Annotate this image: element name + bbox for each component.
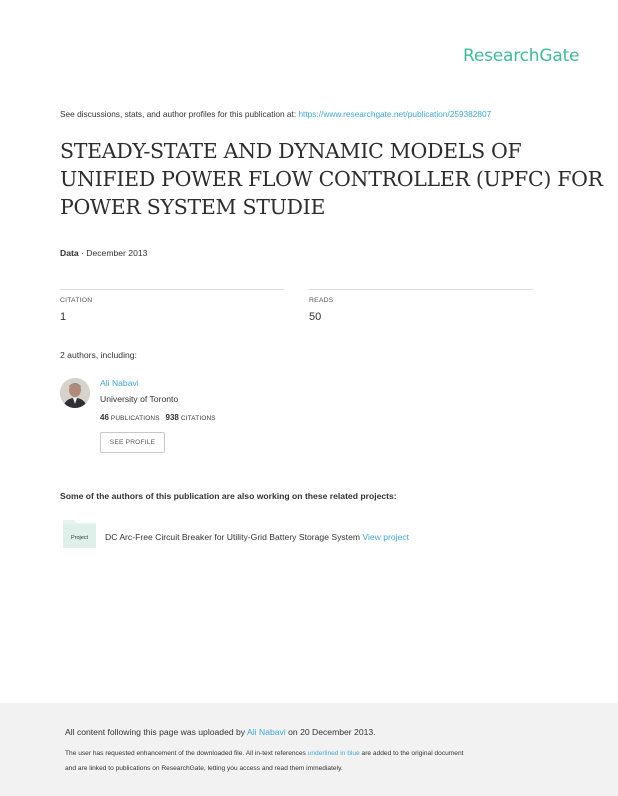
authors-count: 2 authors xyxy=(60,350,96,360)
author-name-link[interactable]: Ali Nabavi xyxy=(100,378,139,388)
citation-label: CITATION xyxy=(60,297,93,304)
upload-info xyxy=(65,727,376,737)
upload-suffix: on 20 December 2013. xyxy=(285,727,376,737)
title-line-2: UNIFIED POWER FLOW CONTROLLER (UPFC) FOR xyxy=(60,167,603,191)
project-title: DC Arc-Free Circuit Breaker for Utility-Grid Battery Storage System xyxy=(105,532,363,542)
citation-divider xyxy=(60,289,284,290)
footer-note-1-suffix: are added to the original document xyxy=(359,750,464,757)
publication-type: Data xyxy=(60,248,79,258)
author-avatar[interactable] xyxy=(60,378,90,408)
author-publications-label: PUBLICATIONS xyxy=(110,415,160,422)
footer-note-2: and are linked to publications on ResearchGate, letting you access and read them immediately. xyxy=(65,765,343,772)
see-discussions-text: See discussions, stats, and author profiles for this publication at: xyxy=(60,109,299,119)
reads-count: 50 xyxy=(309,311,322,323)
footer xyxy=(0,703,618,796)
reads-divider xyxy=(309,289,533,290)
related-projects-text: Some of the authors of this publication are also working on these related projects: xyxy=(60,491,397,501)
folder-icon xyxy=(63,520,96,548)
publication-date: · December 2013 xyxy=(78,248,148,258)
see-discussions-line xyxy=(60,109,491,119)
author-citations-label: CITATIONS xyxy=(180,415,216,422)
citation-count: 1 xyxy=(60,311,67,323)
avatar-photo-icon xyxy=(60,378,90,408)
researchgate-logo[interactable]: ResearchGate xyxy=(463,46,580,66)
footer-note-1-link: underlined in blue xyxy=(307,750,360,757)
uploader-link[interactable]: Ali Nabavi xyxy=(247,727,286,737)
author-publications-count: 46 xyxy=(100,413,109,422)
project-icon-label: Project xyxy=(70,535,89,541)
authors-heading xyxy=(60,350,137,360)
author-stats xyxy=(100,413,216,422)
publication-url-link[interactable]: https://www.researchgate.net/publication/259382807 xyxy=(298,109,492,119)
footer-note-1-prefix: The user has requested enhancement of the downloaded file. All in-text references xyxy=(65,750,308,757)
related-projects-heading xyxy=(60,491,397,501)
authors-including: , including: xyxy=(95,350,137,360)
author-citations-count: 938 xyxy=(165,413,179,422)
title-line-1: STEADY-STATE AND DYNAMIC MODELS OF xyxy=(60,139,522,163)
footer-note-1 xyxy=(65,750,463,757)
author-institution: University of Toronto xyxy=(100,394,179,404)
publication-title xyxy=(60,137,603,221)
project-folder-icon[interactable] xyxy=(63,520,96,548)
publication-meta xyxy=(60,248,147,258)
title-line-3: POWER SYSTEM STUDIE xyxy=(60,195,326,219)
see-profile-button[interactable]: SEE PROFILE xyxy=(100,432,165,453)
reads-label: READS xyxy=(309,297,334,304)
project-item xyxy=(105,532,409,542)
upload-prefix: All content following this page was uploaded by xyxy=(65,727,248,737)
view-project-link[interactable]: View project xyxy=(362,532,410,542)
